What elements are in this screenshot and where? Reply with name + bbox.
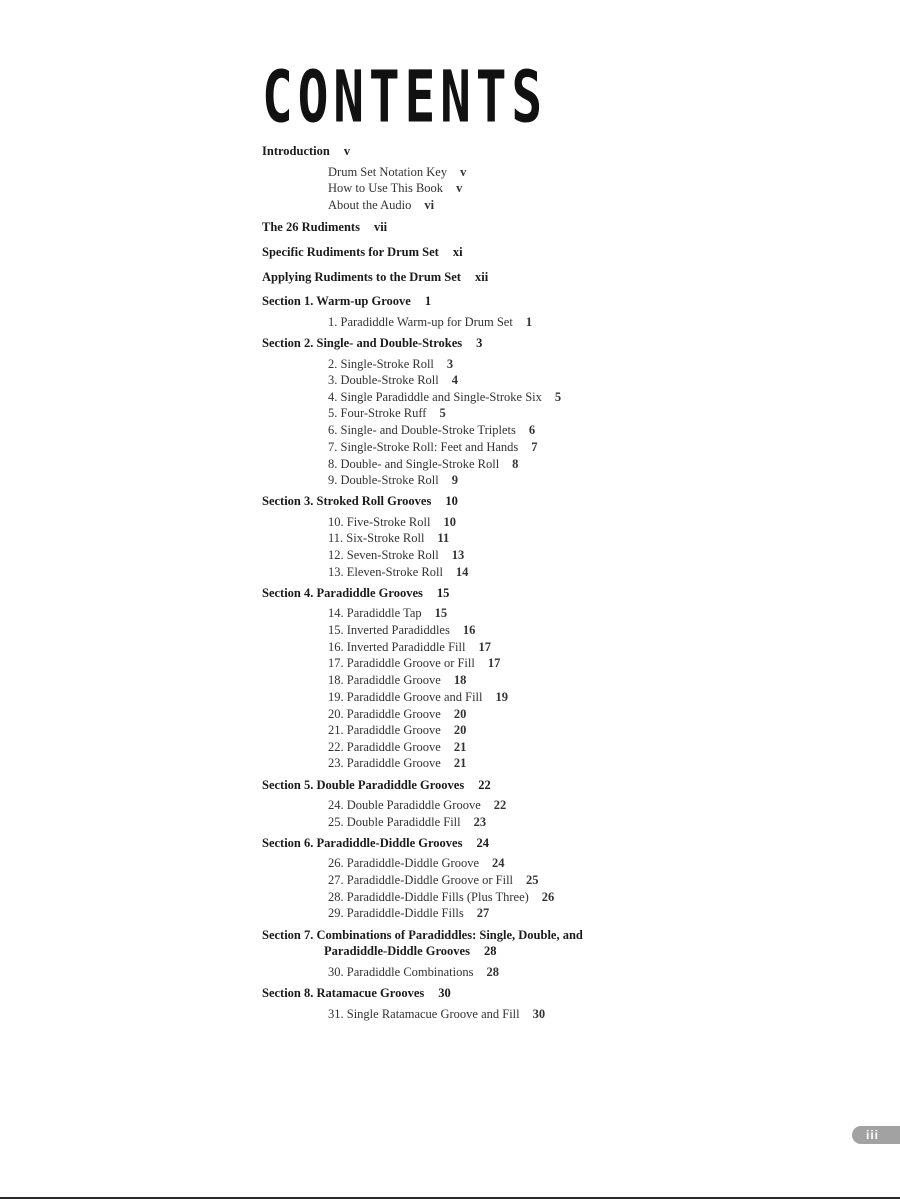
toc-page-number: 19	[495, 690, 508, 704]
toc-page-number: 28	[483, 944, 497, 958]
page-title: CONTENTS	[262, 56, 547, 140]
toc-subentry	[328, 964, 499, 980]
toc-subentry	[328, 514, 456, 530]
toc-subentry	[328, 314, 532, 330]
toc-entry-title: 8. Double- and Single-Stroke Roll	[328, 457, 500, 471]
toc-subentry	[328, 472, 458, 488]
toc-page-number: 20	[453, 723, 467, 737]
toc-entry-title: 5. Four-Stroke Ruff	[328, 406, 427, 420]
toc-page-number: 3	[446, 357, 454, 371]
toc-entry-title: 12. Seven-Stroke Roll	[328, 548, 439, 562]
toc-subentry	[328, 814, 486, 830]
toc-subentry	[328, 722, 466, 738]
toc-entry-title: 3. Double-Stroke Roll	[328, 373, 439, 387]
toc-page-number: 11	[437, 531, 450, 545]
toc-entry-title: Drum Set Notation Key	[328, 165, 448, 179]
toc-page-number: xii	[474, 270, 489, 284]
toc-page-number: v	[456, 181, 463, 195]
toc-subentry	[328, 389, 561, 405]
toc-entry-title: 13. Eleven-Stroke Roll	[328, 565, 443, 579]
toc-entry-title: Section 2. Single- and Double-Strokes	[262, 336, 463, 350]
toc-section-heading	[262, 335, 482, 351]
toc-entry-title: 17. Paradiddle Groove or Fill	[328, 656, 475, 670]
toc-entry-title: 4. Single Paradiddle and Single-Stroke Six	[328, 390, 542, 404]
toc-subentry	[328, 1006, 545, 1022]
toc-page-number: 5	[554, 390, 562, 404]
toc-entry-title: 30. Paradiddle Combinations	[328, 965, 474, 979]
toc-page-number: 24	[476, 836, 489, 850]
toc-page-number: xi	[452, 245, 463, 259]
toc-entry-title: Section 8. Ratamacue Grooves	[262, 986, 425, 1000]
toc-page-number: 28	[486, 965, 499, 979]
toc-subentry	[328, 672, 466, 688]
toc-section-heading	[262, 143, 350, 159]
toc-subentry	[328, 547, 464, 563]
toc-entry-title: Paradiddle-Diddle Grooves	[324, 944, 470, 958]
toc-page-number: 25	[526, 873, 539, 887]
toc-section-heading	[262, 835, 489, 851]
toc-page-number: 30	[532, 1007, 546, 1021]
toc-entry-title: Section 1. Warm-up Groove	[262, 294, 411, 308]
toc-subentry	[328, 689, 508, 705]
toc-subentry	[328, 797, 506, 813]
toc-entry-title: Applying Rudiments to the Drum Set	[262, 270, 461, 284]
toc-subentry	[328, 405, 446, 421]
toc-page-number: 21	[453, 756, 467, 770]
toc-page-number: 1	[424, 294, 432, 308]
toc-entry-title: About the Audio	[328, 198, 412, 212]
toc-entry-title: 27. Paradiddle-Diddle Groove or Fill	[328, 873, 514, 887]
toc-page-number: 23	[473, 815, 487, 829]
toc-entry-title: How to Use This Book	[328, 181, 444, 195]
toc-page-number: 17	[487, 656, 501, 670]
toc-page-number: 1	[525, 315, 533, 329]
toc-entry-title: Section 5. Double Paradiddle Grooves	[262, 778, 465, 792]
toc-page-number: 26	[541, 890, 555, 904]
toc-section-heading	[262, 269, 488, 285]
toc-page-number: 22	[493, 798, 507, 812]
toc-subentry	[328, 439, 538, 455]
toc-page-number: v	[343, 144, 351, 158]
toc-subentry	[328, 197, 434, 213]
toc-page-number: 17	[478, 640, 491, 654]
toc-entry-title: 29. Paradiddle-Diddle Fills	[328, 906, 464, 920]
toc-section-heading	[262, 293, 431, 309]
toc-entry-title: Section 3. Stroked Roll Grooves	[262, 494, 432, 508]
toc-subentry	[328, 655, 500, 671]
toc-page-number: 15	[436, 586, 450, 600]
toc-entry-title: Section 4. Paradiddle Grooves	[262, 586, 423, 600]
page-number: iii	[866, 1128, 880, 1142]
toc-section-heading	[262, 493, 458, 509]
toc-page-number: 30	[438, 986, 451, 1000]
toc-section-heading	[262, 927, 583, 943]
toc-page-number: 4	[451, 373, 459, 387]
toc-subentry	[328, 622, 475, 638]
toc-entry-title: 18. Paradiddle Groove	[328, 673, 441, 687]
toc-subentry	[328, 456, 518, 472]
toc-subentry	[328, 755, 466, 771]
toc-section-heading	[262, 244, 463, 260]
toc-entry-title: Section 7. Combinations of Paradiddles: Single, Double, and	[262, 928, 583, 942]
toc-page-number: 6	[528, 423, 536, 437]
toc-page-number: 9	[451, 473, 459, 487]
toc-subentry	[328, 739, 466, 755]
toc-entry-title: 10. Five-Stroke Roll	[328, 515, 431, 529]
toc-section-heading	[262, 585, 449, 601]
toc-entry-title: 1. Paradiddle Warm-up for Drum Set	[328, 315, 513, 329]
toc-page-number: 13	[451, 548, 465, 562]
toc-entry-title: 9. Double-Stroke Roll	[328, 473, 439, 487]
toc-subentry	[328, 639, 491, 655]
toc-subentry	[328, 855, 505, 871]
toc-entry-title: 23. Paradiddle Groove	[328, 756, 441, 770]
toc-subentry	[328, 605, 447, 621]
toc-page-number: 7	[531, 440, 538, 454]
toc-page-number: vi	[424, 198, 435, 212]
toc-page-number: 14	[455, 565, 469, 579]
toc-page-number: 15	[434, 606, 448, 620]
toc-page-number: 16	[462, 623, 476, 637]
toc-entry-title: 25. Double Paradiddle Fill	[328, 815, 461, 829]
bottom-rule	[0, 1197, 900, 1199]
toc-subentry	[328, 164, 466, 180]
toc-entry-title: 19. Paradiddle Groove and Fill	[328, 690, 483, 704]
toc-subentry	[328, 530, 449, 546]
toc-subentry	[328, 872, 539, 888]
toc-page-number: 10	[443, 515, 456, 529]
toc-entry-title: 22. Paradiddle Groove	[328, 740, 441, 754]
toc-entry-title: 14. Paradiddle Tap	[328, 606, 422, 620]
toc-subentry	[328, 905, 489, 921]
toc-page-number: v	[460, 165, 467, 179]
toc-page-number: 27	[476, 906, 490, 920]
toc-entry-title: 6. Single- and Double-Stroke Triplets	[328, 423, 516, 437]
toc-subentry	[328, 889, 554, 905]
toc-page-number: 5	[439, 406, 446, 420]
toc-page-number: 18	[453, 673, 467, 687]
toc-entry-title: 16. Inverted Paradiddle Fill	[328, 640, 466, 654]
toc-page-number: vii	[373, 220, 388, 234]
toc-page-number: 22	[478, 778, 491, 792]
toc-entry-title: 26. Paradiddle-Diddle Groove	[328, 856, 480, 870]
toc-page-number: 3	[476, 336, 483, 350]
toc-subentry	[328, 564, 468, 580]
toc-page-number: 8	[512, 457, 519, 471]
toc-entry-title: 11. Six-Stroke Roll	[328, 531, 425, 545]
toc-subentry	[328, 372, 458, 388]
toc-subentry	[328, 180, 462, 196]
toc-entry-title: Introduction	[262, 144, 330, 158]
toc-subentry	[328, 706, 466, 722]
toc-subentry	[328, 422, 535, 438]
toc-entry-title: Specific Rudiments for Drum Set	[262, 245, 439, 259]
toc-entry-title: 20. Paradiddle Groove	[328, 707, 441, 721]
toc-entry-title: 24. Double Paradiddle Groove	[328, 798, 481, 812]
toc-page-number: 24	[492, 856, 505, 870]
toc-entry-title: 2. Single-Stroke Roll	[328, 357, 434, 371]
toc-entry-title: Section 6. Paradiddle-Diddle Grooves	[262, 836, 463, 850]
toc-entry-title: 21. Paradiddle Groove	[328, 723, 441, 737]
toc-page-number: 10	[445, 494, 458, 508]
toc-entry-title: 7. Single-Stroke Roll: Feet and Hands	[328, 440, 519, 454]
toc-subentry	[328, 356, 453, 372]
toc-section-heading	[324, 943, 496, 959]
toc-page-number: 20	[453, 707, 467, 721]
page-number-tab	[852, 1126, 900, 1144]
toc-section-heading	[262, 985, 451, 1001]
toc-entry-title: 15. Inverted Paradiddles	[328, 623, 450, 637]
toc-entry-title: 31. Single Ratamacue Groove and Fill	[328, 1007, 520, 1021]
toc-page-number: 21	[453, 740, 467, 754]
toc-entry-title: 28. Paradiddle-Diddle Fills (Plus Three)	[328, 890, 529, 904]
toc-section-heading	[262, 777, 491, 793]
toc-entry-title: The 26 Rudiments	[262, 220, 360, 234]
toc-section-heading	[262, 219, 387, 235]
